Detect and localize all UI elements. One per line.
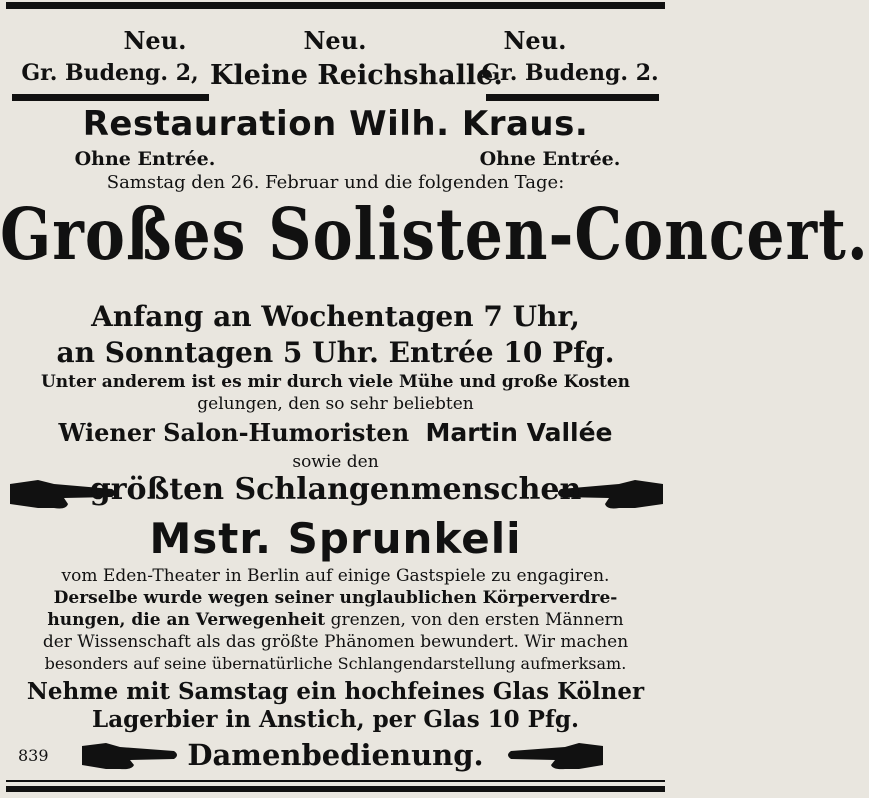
desc-line-4: besonders auf seine übernatürliche Schlangendarstellung aufmerksam. — [44, 654, 627, 673]
entree-left: Ohne Entrée. — [74, 148, 216, 170]
bottom-border — [6, 786, 665, 792]
address-right: Gr. Budeng. 2. — [481, 60, 659, 86]
performer-name: Mstr. Sprunkeli — [149, 514, 522, 563]
beer-line-2: Lagerbier in Anstich, per Glas 10 Pfg. — [92, 706, 579, 733]
entree-right: Ohne Entrée. — [479, 148, 621, 170]
service-line: Damenbedienung. — [187, 738, 484, 772]
address-left: Gr. Budeng. 2, — [21, 60, 199, 86]
text-line-2: gelungen, den so sehr beliebten — [197, 394, 474, 414]
beer-line-1: Nehme mit Samstag ein hochfeines Glas Kölner — [26, 678, 645, 705]
text-line-1: Unter anderem ist es mir durch viele Mühe und große Kosten — [40, 372, 631, 392]
restaurant-title: Restauration Wilh. Kraus. — [82, 104, 589, 144]
top-border — [6, 2, 665, 9]
concert-heading: Großes Solisten-Concert. — [0, 194, 869, 277]
bottom-rule — [6, 780, 665, 782]
snake-heading: größten Schlangenmenschen — [89, 472, 582, 507]
artist-prefix: Wiener Salon-Humoristen — [58, 418, 410, 447]
date-line: Samstag den 26. Februar und die folgenden Tage: — [106, 172, 565, 193]
neu-center: Neu. — [303, 26, 367, 55]
start-weekdays: Anfang an Wochentagen 7 Uhr, — [91, 300, 580, 333]
artist-line — [0, 418, 671, 447]
start-sundays: an Sonntagen 5 Uhr. Entrée 10 Pfg. — [56, 336, 615, 369]
engage-line: vom Eden-Theater in Berlin auf einige Gastspiele zu engagiren. — [61, 566, 610, 586]
desc-line-2 — [0, 610, 671, 630]
rule-left — [12, 94, 209, 101]
address-row — [0, 60, 671, 94]
rule-right — [486, 94, 659, 101]
desc-line-2-rest: grenzen, von den ersten Männern — [330, 610, 624, 630]
sowie-line: sowie den — [292, 452, 379, 472]
neu-right: Neu. — [503, 26, 567, 55]
desc-line-2-bold: hungen, die an Verwegenheit — [47, 610, 326, 630]
hall-name: Kleine Reichshalle. — [210, 60, 503, 91]
desc-line-1: Derselbe wurde wegen seiner unglaublichen Körperverdre- — [53, 588, 618, 608]
artist-name: Martin Vallée — [425, 418, 613, 447]
ad-number: 839 — [18, 746, 49, 765]
desc-line-3: der Wissenschaft als das größte Phänomen bewundert. Wir machen — [42, 632, 629, 652]
neu-left: Neu. — [123, 26, 187, 55]
